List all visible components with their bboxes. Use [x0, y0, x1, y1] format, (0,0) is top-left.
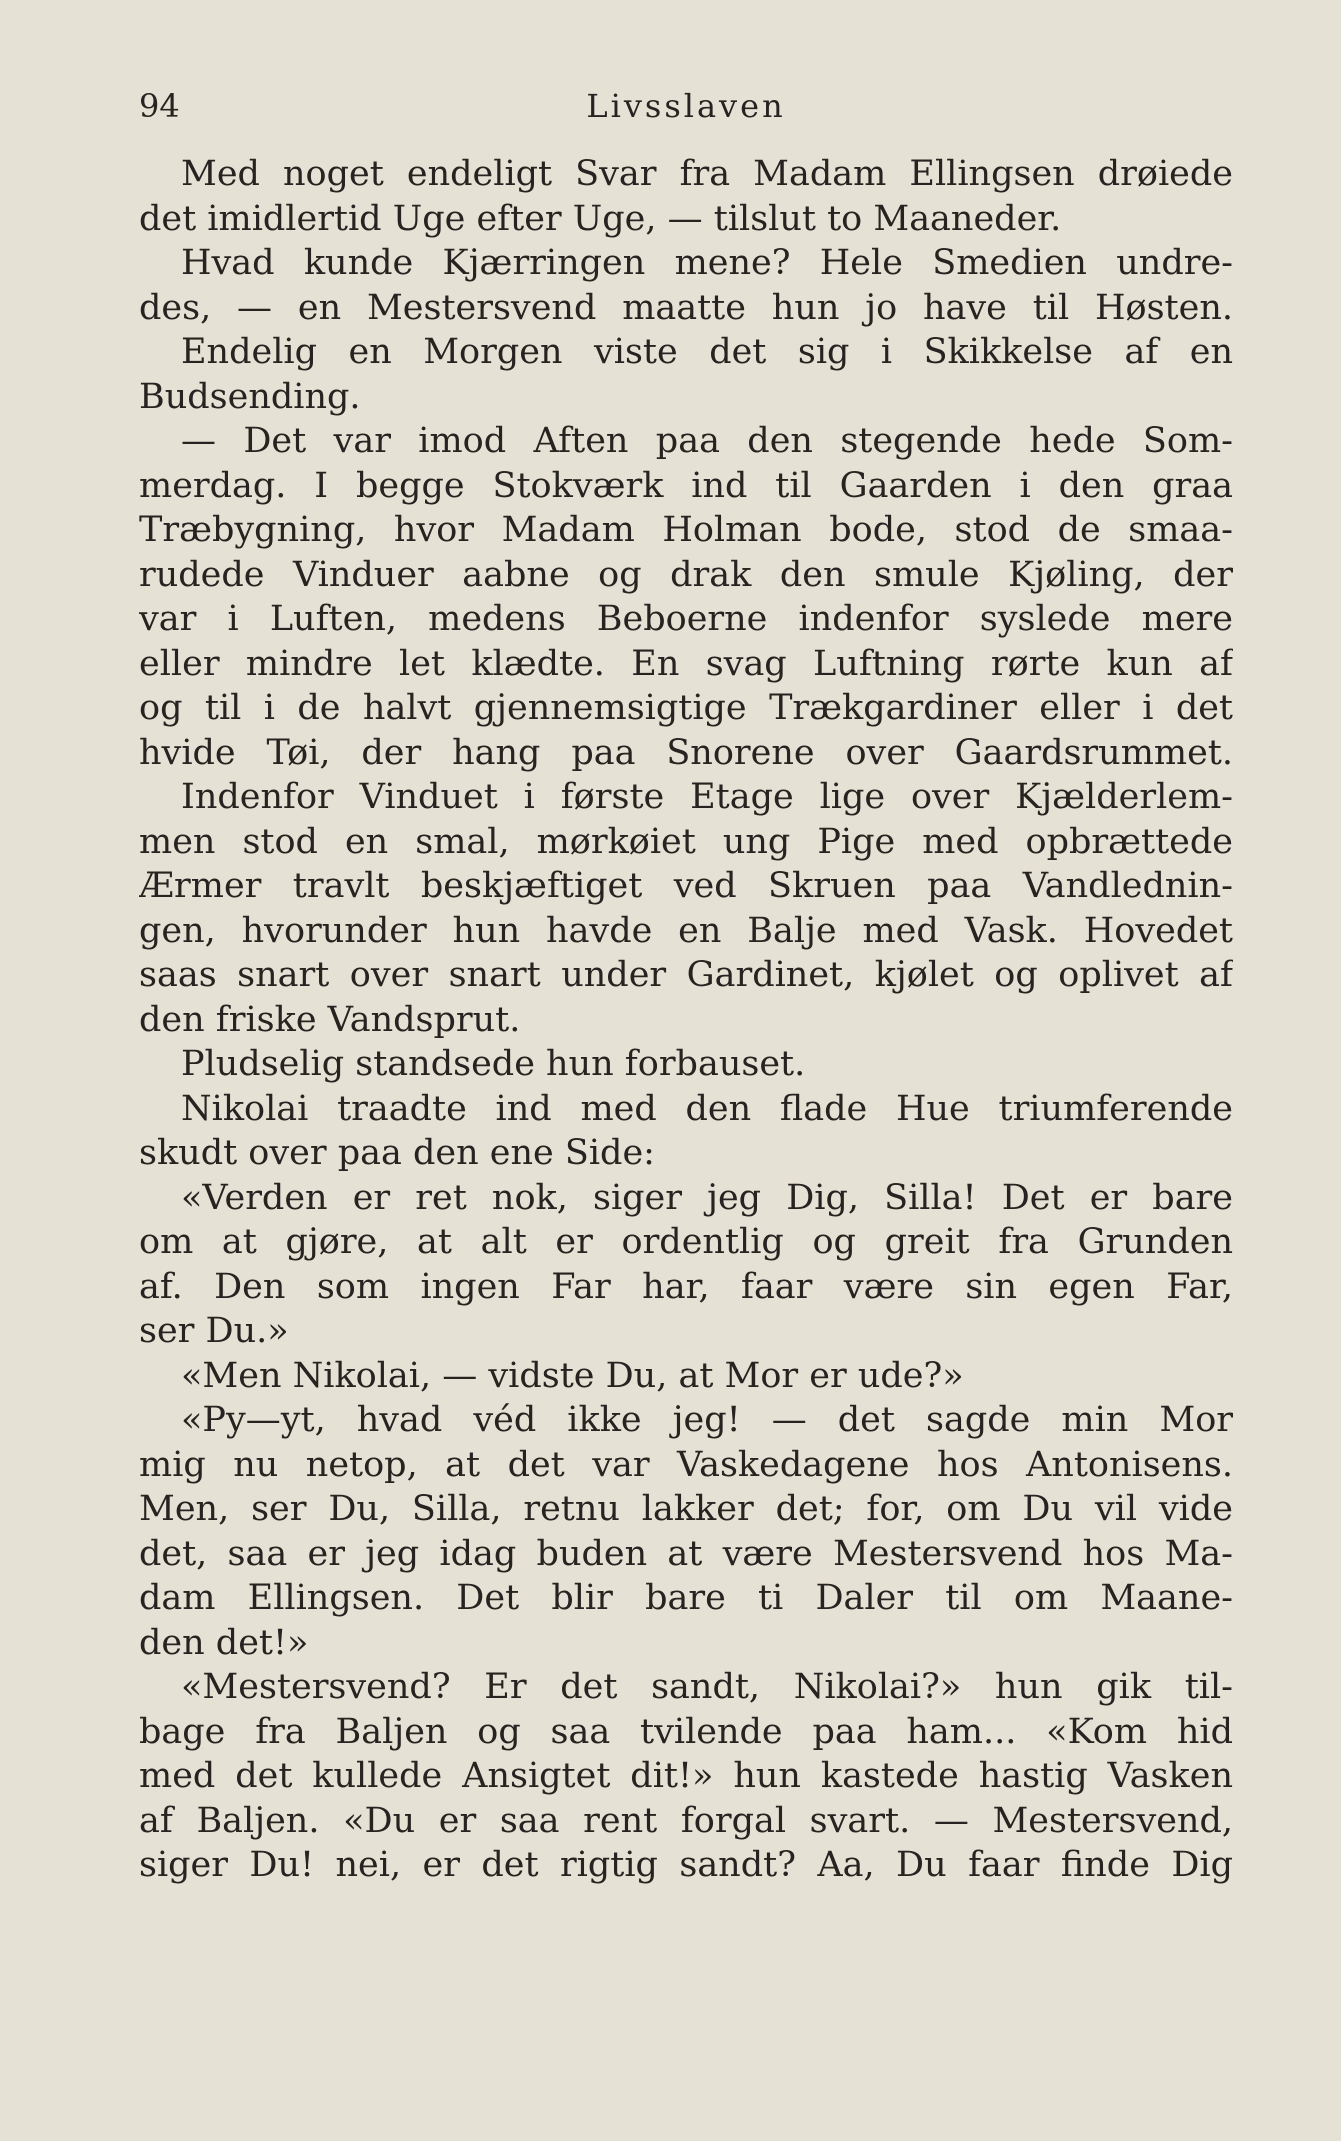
- text-line: eller mindre let klædte. En svag Luftning rørte kun af: [139, 643, 1233, 684]
- text-line: det imidlertid Uge efter Uge, — tilslut to Maaneder.: [139, 198, 1062, 239]
- running-title: Livsslaven: [586, 87, 786, 125]
- text-line: gen, hvorunder hun havde en Balje med Vask. Hovedet: [139, 910, 1233, 951]
- text-line: «Verden er ret nok, siger jeg Dig, Silla! Det er bare: [181, 1177, 1233, 1218]
- text-line: med det kullede Ansigtet dit!» hun kastede hastig Vasken: [139, 1756, 1233, 1796]
- text-line: Endelig en Morgen viste det sig i Skikkelse af en: [181, 332, 1233, 372]
- text-line: saas snart over snart under Gardinet, kjølet og oplivet af: [139, 955, 1233, 995]
- text-line: hvide Tøi, der hang paa Snorene over Gaardsrummet.: [139, 732, 1233, 773]
- text-line: bage fra Baljen og saa tvilende paa ham... «Kom hid: [139, 1711, 1233, 1752]
- text-line: Nikolai traadte ind med den flade Hue triumferende: [181, 1088, 1233, 1129]
- text-line: «Mestersvend? Er det sandt, Nikolai?» hun gik til-: [181, 1667, 1233, 1707]
- text-line: rudede Vinduer aabne og drak den smule Kjøling, der: [139, 554, 1233, 595]
- text-line: om at gjøre, at alt er ordentlig og greit fra Grunden: [139, 1222, 1233, 1262]
- text-line: skudt over paa den ene Side:: [139, 1133, 655, 1173]
- text-line: men stod en smal, mørkøiet ung Pige med opbrættede: [139, 821, 1233, 862]
- text-line: dam Ellingsen. Det blir bare ti Daler til om Maane-: [139, 1578, 1233, 1618]
- text-line: mig nu netop, at det var Vaskedagene hos Antonisens.: [139, 1444, 1233, 1485]
- text-line: af. Den som ingen Far har, faar være sin egen Far,: [139, 1266, 1233, 1307]
- page-header: [139, 84, 1233, 128]
- text-line: Hvad kunde Kjærringen mene? Hele Smedien undre-: [181, 243, 1233, 283]
- text-line: merdag. I begge Stokværk ind til Gaarden i den graa: [139, 465, 1233, 506]
- text-line: Træbygning, hvor Madam Holman bode, stod de smaa-: [139, 510, 1233, 550]
- text-line: Men, ser Du, Silla, retnu lakker det; for, om Du vil vide: [139, 1489, 1233, 1529]
- text-line: var i Luften, medens Beboerne indenfor syslede mere: [139, 599, 1233, 639]
- text-line: Ærmer travlt beskjæftiget ved Skruen paa Vandlednin-: [139, 866, 1233, 906]
- body-text: [139, 152, 1233, 1888]
- text-line: — Det var imod Aften paa den stegende hede Som-: [181, 421, 1233, 461]
- text-line: Indenfor Vinduet i første Etage lige over Kjælderlem-: [181, 777, 1233, 817]
- text-line: den det!»: [139, 1622, 309, 1663]
- text-line: og til i de halvt gjennemsigtige Trækgardiner eller i det: [139, 688, 1233, 728]
- text-line: des, — en Mestersvend maatte hun jo have til Høsten.: [139, 287, 1233, 328]
- text-line: af Baljen. «Du er saa rent forgal svart. — Mestersvend,: [139, 1800, 1233, 1841]
- text-line: Med noget endeligt Svar fra Madam Ellingsen drøiede: [181, 154, 1233, 194]
- page-number: 94: [139, 87, 180, 125]
- text-line: «Py—yt, hvad véd ikke jeg! — det sagde min Mor: [181, 1400, 1233, 1440]
- text-line: «Men Nikolai, — vidste Du, at Mor er ude?»: [181, 1355, 964, 1396]
- text-line: siger Du! nei, er det rigtig sandt? Aa, Du faar finde Dig: [139, 1845, 1233, 1885]
- text-line: Pludselig standsede hun forbauset.: [181, 1044, 806, 1084]
- text-line: Budsending.: [139, 376, 361, 417]
- text-line: det, saa er jeg idag buden at være Mestersvend hos Ma-: [139, 1533, 1233, 1574]
- text-line: den friske Vandsprut.: [139, 999, 521, 1040]
- text-line: ser Du.»: [139, 1311, 289, 1351]
